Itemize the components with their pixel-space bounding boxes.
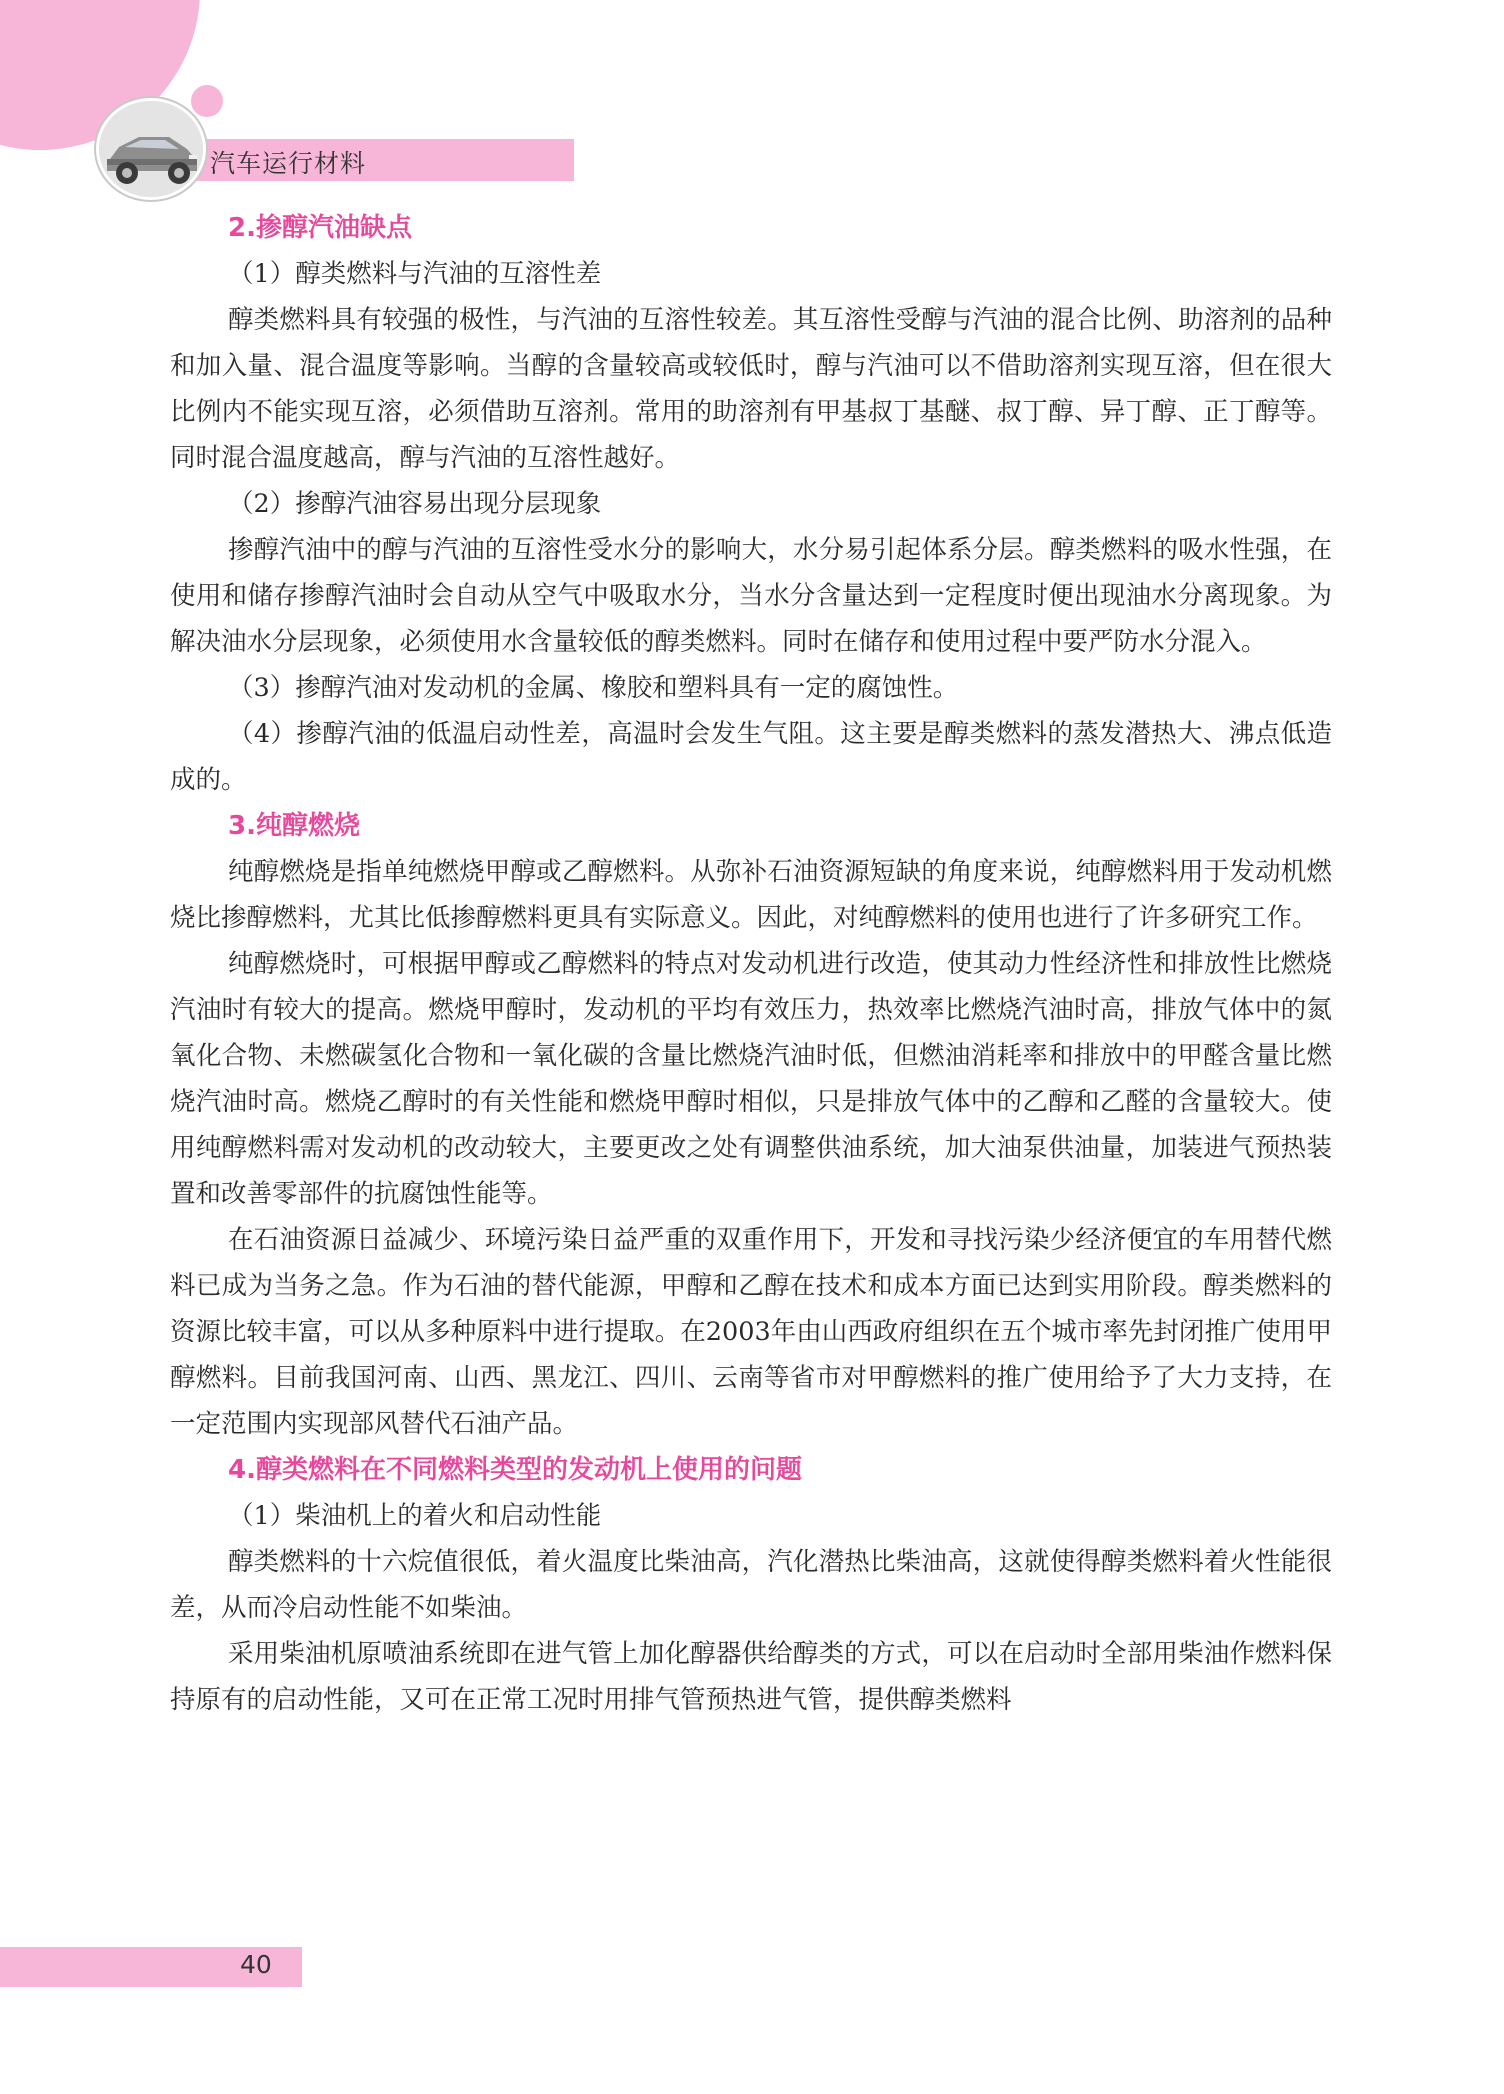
subheading: （3）掺醇汽油对发动机的金属、橡胶和塑料具有一定的腐蚀性。	[228, 673, 959, 703]
page-number: 40	[240, 1950, 272, 1979]
car-icon	[99, 101, 203, 197]
section-heading: 2.掺醇汽油缺点	[228, 213, 412, 243]
page-header-title: 汽车运行材料	[210, 149, 367, 178]
section-heading: 3.纯醇燃烧	[228, 811, 360, 841]
subheading: （2）掺醇汽油容易出现分层现象	[228, 489, 602, 519]
decorative-dot	[191, 85, 223, 117]
paragraph: 醇类燃料的十六烷值很低，着火温度比柴油高，汽化潜热比柴油高，这就使得醇类燃料着火性能很差，从而冷启动性能不如柴油。	[170, 1547, 1332, 1623]
car-image	[96, 98, 206, 200]
paragraph: 掺醇汽油中的醇与汽油的互溶性受水分的影响大，水分易引起体系分层。醇类燃料的吸水性强，在使用和储存掺醇汽油时会自动从空气中吸取水分，当水分含量达到一定程度时便出现油水分离现象。为解决油水分层现象，必须使用水含量较低的醇类燃料。同时在储存和使用过程中要严防水分混入。	[170, 535, 1332, 657]
paragraph: 纯醇燃烧时，可根据甲醇或乙醇燃料的特点对发动机进行改造，使其动力性经济性和排放性比燃烧汽油时有较大的提高。燃烧甲醇时，发动机的平均有效压力，热效率比燃烧汽油时高，排放气体中的氮氧化合物、未燃碳氢化合物和一氧化碳的含量比燃烧汽油时低，但燃油消耗率和排放中的甲醛含量比燃烧汽油时高。燃烧乙醇时的有关性能和燃烧甲醇时相似，只是排放气体中的乙醇和乙醛的含量较大。使用纯醇燃料需对发动机的改动较大，主要更改之处有调整供油系统，加大油泵供油量，加装进气预热装置和改善零部件的抗腐蚀性能等。	[170, 949, 1332, 1209]
paragraph: 纯醇燃烧是指单纯燃烧甲醇或乙醇燃料。从弥补石油资源短缺的角度来说，纯醇燃料用于发动机燃烧比掺醇燃料，尤其比低掺醇燃料更具有实际意义。因此，对纯醇燃料的使用也进行了许多研究工作。	[170, 857, 1332, 933]
main-content	[170, 205, 1332, 1723]
paragraph: 采用柴油机原喷油系统即在进气管上加化醇器供给醇类的方式，可以在启动时全部用柴油作燃料保持原有的启动性能，又可在正常工况时用排气管预热进气管，提供醇类燃料	[170, 1639, 1332, 1715]
paragraph: 在石油资源日益减少、环境污染日益严重的双重作用下，开发和寻找污染少经济便宜的车用替代燃料已成为当务之急。作为石油的替代能源，甲醇和乙醇在技术和成本方面已达到实用阶段。醇类燃料的资源比较丰富，可以从多种原料中进行提取。在2003年由山西政府组织在五个城市率先封闭推广使用甲醇燃料。目前我国河南、山西、黑龙江、四川、云南等省市对甲醇燃料的推广使用给予了大力支持，在一定范围内实现部风替代石油产品。	[170, 1225, 1332, 1439]
paragraph: 醇类燃料具有较强的极性，与汽油的互溶性较差。其互溶性受醇与汽油的混合比例、助溶剂的品种和加入量、混合温度等影响。当醇的含量较高或较低时，醇与汽油可以不借助溶剂实现互溶，但在很大比例内不能实现互溶，必须借助互溶剂。常用的助溶剂有甲基叔丁基醚、叔丁醇、异丁醇、正丁醇等。同时混合温度越高，醇与汽油的互溶性越好。	[170, 305, 1332, 473]
subheading: （1）醇类燃料与汽油的互溶性差	[228, 259, 602, 289]
section-heading: 4.醇类燃料在不同燃料类型的发动机上使用的问题	[228, 1455, 802, 1485]
paragraph: （4）掺醇汽油的低温启动性差，高温时会发生气阻。这主要是醇类燃料的蒸发潜热大、沸点低造成的。	[170, 719, 1332, 795]
subheading: （1）柴油机上的着火和启动性能	[228, 1501, 602, 1531]
